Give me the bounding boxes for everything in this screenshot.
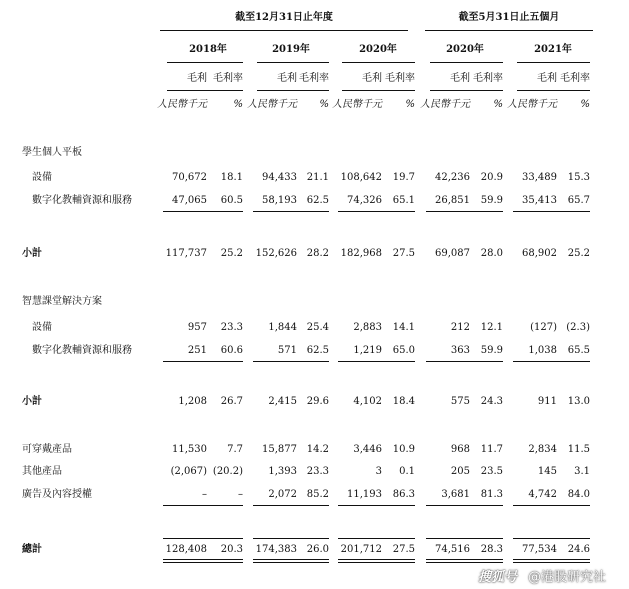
- year-rule: [342, 62, 415, 63]
- col-header-rule: [257, 90, 329, 91]
- cell-gross-profit: 1,393: [268, 466, 297, 477]
- cell-gross-profit: 3,446: [353, 444, 382, 455]
- cell-gross-profit: 3,681: [441, 489, 470, 500]
- cell-gross-profit: 94,433: [262, 172, 297, 183]
- cell-gross-profit: 15,877: [262, 444, 297, 455]
- cell-margin: 20.9: [480, 172, 503, 183]
- cell-gross-profit: 128,408: [165, 544, 207, 555]
- row-label: 總計: [22, 544, 42, 555]
- unit-pct: %: [405, 99, 415, 110]
- subtotal-rule: [163, 361, 243, 362]
- cell-margin: (2.3): [566, 322, 590, 333]
- subtotal-rule: [253, 211, 329, 212]
- row-label: 設備: [32, 322, 52, 333]
- cell-margin: 24.6: [567, 544, 590, 555]
- subtotal-rule: [426, 211, 503, 212]
- cell-gross-profit: 205: [450, 466, 470, 477]
- header-full-year: 截至12月31日止年度: [235, 12, 333, 23]
- col-gross-profit-header: 毛利: [537, 73, 557, 84]
- cell-margin: 14.2: [306, 444, 329, 455]
- cell-margin: 27.5: [392, 544, 415, 555]
- total-double-rule: [253, 559, 329, 563]
- col-header-rule: [342, 90, 415, 91]
- row-label: 學生個人平板: [22, 147, 82, 158]
- cell-margin: 65.0: [392, 345, 415, 356]
- cell-margin: 23.5: [480, 466, 503, 477]
- cell-margin: 65.1: [392, 195, 415, 206]
- cell-gross-profit: 74,516: [435, 544, 470, 555]
- subtotal-rule: [338, 211, 415, 212]
- col-gross-profit-header: 毛利: [362, 73, 382, 84]
- cell-margin: –: [238, 489, 243, 500]
- header-five-months: 截至5月31日止五個月: [458, 12, 560, 23]
- cell-gross-profit: 182,968: [340, 248, 382, 259]
- unit-rmb: 人民幣千元: [420, 99, 470, 110]
- header-full-year-rule: [160, 30, 408, 31]
- cell-gross-profit: 4,742: [528, 489, 557, 500]
- subtotal-rule: [253, 505, 329, 506]
- cell-gross-profit: (127): [530, 322, 557, 333]
- subtotal-rule: [426, 505, 503, 506]
- cell-margin: 12.1: [480, 322, 503, 333]
- col-header-rule: [430, 90, 503, 91]
- cell-margin: 29.6: [306, 396, 329, 407]
- cell-gross-profit: 11,530: [172, 444, 207, 455]
- cell-gross-profit: 2,072: [268, 489, 297, 500]
- col-gross-profit-header: 毛利: [450, 73, 470, 84]
- cell-margin: 25.4: [306, 322, 329, 333]
- col-header-rule: [517, 90, 590, 91]
- cell-gross-profit: 47,065: [172, 195, 207, 206]
- unit-pct: %: [493, 99, 503, 110]
- col-margin-header: 毛利率: [385, 73, 415, 84]
- cell-gross-profit: 212: [450, 322, 470, 333]
- row-label: 智慧課堂解決方案: [22, 296, 102, 307]
- cell-margin: 81.3: [480, 489, 503, 500]
- year-rule: [167, 62, 243, 63]
- cell-gross-profit: 68,902: [522, 248, 557, 259]
- cell-gross-profit: 201,712: [340, 544, 382, 555]
- cell-margin: 15.3: [567, 172, 590, 183]
- cell-margin: 18.1: [220, 172, 243, 183]
- cell-margin: 18.4: [392, 396, 415, 407]
- cell-margin: 59.9: [480, 345, 503, 356]
- row-label: 數字化教輔資源和服務: [32, 195, 132, 206]
- cell-gross-profit: 957: [187, 322, 207, 333]
- row-label: 小計: [22, 396, 42, 407]
- cell-margin: 25.2: [220, 248, 243, 259]
- cell-gross-profit: 363: [450, 345, 470, 356]
- total-top-rule: [163, 538, 243, 539]
- cell-gross-profit: 77,534: [522, 544, 557, 555]
- year-rule: [430, 62, 503, 63]
- cell-gross-profit: 571: [277, 345, 297, 356]
- cell-margin: 20.3: [220, 544, 243, 555]
- col-gross-profit-header: 毛利: [277, 73, 297, 84]
- total-top-rule: [513, 538, 590, 539]
- cell-margin: 65.7: [567, 195, 590, 206]
- cell-margin: 86.3: [392, 489, 415, 500]
- cell-margin: 11.7: [480, 444, 503, 455]
- row-label: 設備: [32, 172, 52, 183]
- cell-margin: 25.2: [567, 248, 590, 259]
- cell-gross-profit: 2,883: [353, 322, 382, 333]
- cell-gross-profit: 2,415: [268, 396, 297, 407]
- subtotal-rule: [338, 361, 415, 362]
- cell-gross-profit: 33,489: [522, 172, 557, 183]
- cell-margin: 60.6: [220, 345, 243, 356]
- total-double-rule: [338, 559, 415, 563]
- subtotal-rule: [253, 361, 329, 362]
- subtotal-rule: [513, 505, 590, 506]
- subtotal-rule: [513, 361, 590, 362]
- cell-gross-profit: 35,413: [522, 195, 557, 206]
- cell-gross-profit: 42,236: [435, 172, 470, 183]
- total-top-rule: [338, 538, 415, 539]
- subtotal-rule: [426, 361, 503, 362]
- subtotal-rule: [513, 211, 590, 212]
- col-margin-header: 毛利率: [213, 73, 243, 84]
- cell-gross-profit: 69,087: [435, 248, 470, 259]
- cell-gross-profit: 3: [375, 466, 382, 477]
- cell-gross-profit: 58,193: [262, 195, 297, 206]
- year-header: 2021年: [534, 44, 572, 55]
- cell-gross-profit: 1,844: [268, 322, 297, 333]
- cell-margin: 28.3: [480, 544, 503, 555]
- cell-gross-profit: 575: [450, 396, 470, 407]
- total-double-rule: [163, 559, 243, 563]
- cell-gross-profit: (2,067): [170, 466, 207, 477]
- row-label: 數字化教輔資源和服務: [32, 345, 132, 356]
- cell-margin: 21.1: [306, 172, 329, 183]
- unit-pct: %: [319, 99, 329, 110]
- total-top-rule: [426, 538, 503, 539]
- cell-margin: 65.5: [567, 345, 590, 356]
- cell-margin: 62.5: [306, 195, 329, 206]
- total-top-rule: [253, 538, 329, 539]
- cell-margin: 14.1: [392, 322, 415, 333]
- cell-gross-profit: 117,737: [165, 248, 207, 259]
- cell-gross-profit: 174,383: [255, 544, 297, 555]
- cell-gross-profit: 26,851: [435, 195, 470, 206]
- total-double-rule: [426, 559, 503, 563]
- year-header: 2020年: [446, 44, 484, 55]
- cell-gross-profit: 911: [537, 396, 557, 407]
- watermark-source-logo: 搜狐号: [478, 570, 518, 585]
- cell-margin: 85.2: [306, 489, 329, 500]
- year-header: 2018年: [189, 44, 227, 55]
- col-margin-header: 毛利率: [560, 73, 590, 84]
- cell-margin: 19.7: [392, 172, 415, 183]
- cell-margin: 26.7: [220, 396, 243, 407]
- cell-margin: 11.5: [567, 444, 590, 455]
- col-margin-header: 毛利率: [473, 73, 503, 84]
- cell-gross-profit: 145: [537, 466, 557, 477]
- cell-margin: 28.0: [480, 248, 503, 259]
- cell-margin: 7.7: [227, 444, 243, 455]
- unit-pct: %: [233, 99, 243, 110]
- cell-gross-profit: 70,672: [172, 172, 207, 183]
- row-label: 廣告及內容授權: [22, 489, 92, 500]
- cell-margin: 23.3: [306, 466, 329, 477]
- cell-gross-profit: 74,326: [347, 195, 382, 206]
- cell-gross-profit: 152,626: [255, 248, 297, 259]
- cell-margin: 3.1: [574, 466, 590, 477]
- col-margin-header: 毛利率: [299, 73, 329, 84]
- cell-gross-profit: 11,193: [347, 489, 382, 500]
- cell-margin: 0.1: [399, 466, 415, 477]
- unit-rmb: 人民幣千元: [332, 99, 382, 110]
- cell-gross-profit: 251: [187, 345, 207, 356]
- year-rule: [257, 62, 329, 63]
- cell-margin: 27.5: [392, 248, 415, 259]
- cell-gross-profit: 1,038: [528, 345, 557, 356]
- cell-margin: 62.5: [306, 345, 329, 356]
- total-double-rule: [513, 559, 590, 563]
- cell-gross-profit: –: [202, 489, 207, 500]
- watermark-author: @港股研究社: [528, 570, 607, 585]
- cell-margin: 10.9: [392, 444, 415, 455]
- cell-margin: 59.9: [480, 195, 503, 206]
- year-rule: [517, 62, 590, 63]
- cell-margin: 28.2: [306, 248, 329, 259]
- unit-pct: %: [580, 99, 590, 110]
- unit-rmb: 人民幣千元: [157, 99, 207, 110]
- cell-margin: 84.0: [567, 489, 590, 500]
- cell-margin: (20.2): [212, 466, 243, 477]
- cell-gross-profit: 1,208: [178, 396, 207, 407]
- row-label: 小計: [22, 248, 42, 259]
- header-five-months-rule: [425, 30, 593, 31]
- unit-rmb: 人民幣千元: [507, 99, 557, 110]
- row-label: 可穿戴產品: [22, 444, 72, 455]
- subtotal-rule: [338, 505, 415, 506]
- year-header: 2019年: [272, 44, 310, 55]
- year-header: 2020年: [359, 44, 397, 55]
- subtotal-rule: [163, 505, 243, 506]
- cell-margin: 24.3: [480, 396, 503, 407]
- cell-margin: 26.0: [306, 544, 329, 555]
- col-header-rule: [167, 90, 243, 91]
- cell-gross-profit: 2,834: [528, 444, 557, 455]
- cell-margin: 60.5: [220, 195, 243, 206]
- subtotal-rule: [163, 211, 243, 212]
- cell-gross-profit: 968: [450, 444, 470, 455]
- row-label: 其他產品: [22, 466, 62, 477]
- cell-gross-profit: 4,102: [353, 396, 382, 407]
- cell-margin: 23.3: [220, 322, 243, 333]
- cell-gross-profit: 108,642: [340, 172, 382, 183]
- cell-margin: 13.0: [567, 396, 590, 407]
- col-gross-profit-header: 毛利: [187, 73, 207, 84]
- unit-rmb: 人民幣千元: [247, 99, 297, 110]
- cell-gross-profit: 1,219: [353, 345, 382, 356]
